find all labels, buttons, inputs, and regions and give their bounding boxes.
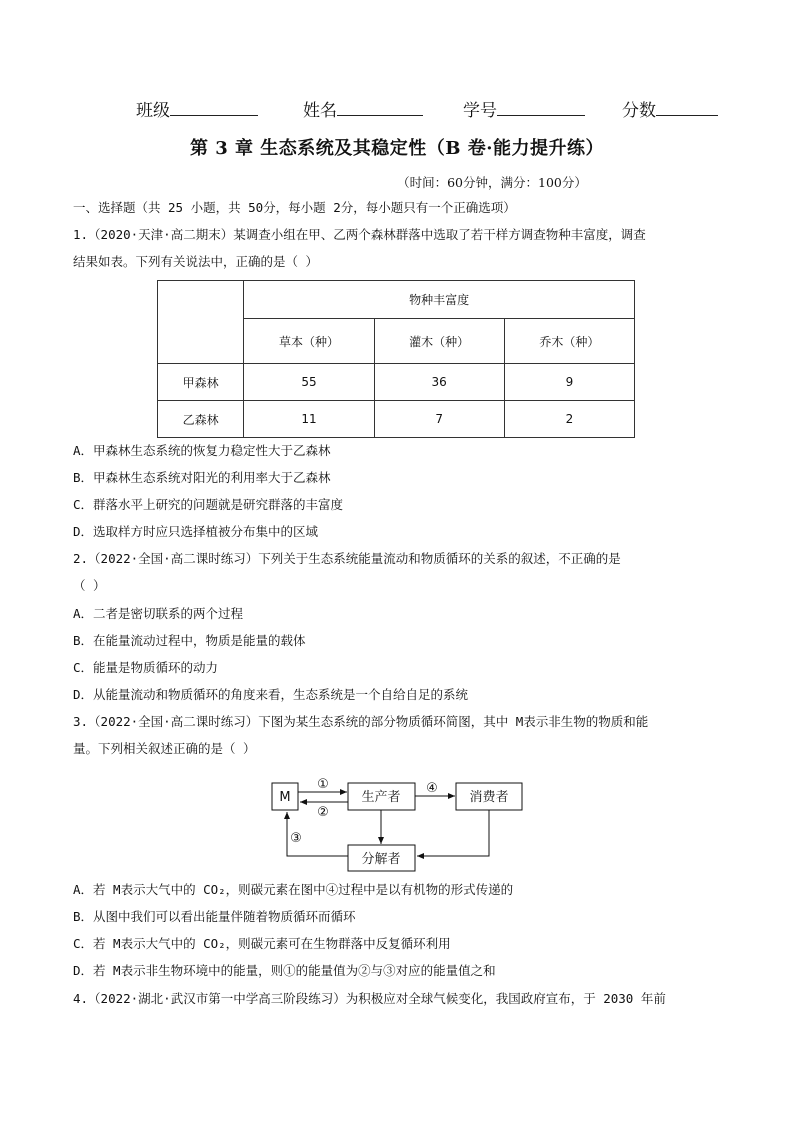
table-corner-cell (158, 281, 244, 364)
label-1: ① (317, 777, 329, 792)
m-label: M (279, 790, 291, 805)
decomposer-label: 分解者 (361, 852, 401, 867)
q2-option-d: D．从能量流动和物质循环的角度来看，生态系统是一个自给自足的系统 (73, 687, 469, 702)
class-blank[interactable] (170, 97, 258, 116)
row-label: 甲森林 (158, 364, 244, 401)
label-3: ③ (290, 831, 302, 846)
cell-value: 55 (244, 364, 374, 401)
time-and-score-note: （时间：60分钟，满分：100分） (397, 175, 587, 190)
cell-value: 11 (244, 401, 374, 438)
q2-option-c: C．能量是物质循环的动力 (73, 660, 219, 675)
student-id-field[interactable] (463, 96, 585, 121)
name-blank[interactable] (337, 97, 423, 116)
table-row (158, 364, 635, 401)
score-field[interactable] (622, 96, 718, 121)
q3-option-b: B．从图中我们可以看出能量伴随着物质循环而循环 (73, 909, 356, 924)
name-label: 姓名 (303, 101, 337, 121)
cell-value: 7 (374, 401, 504, 438)
producer-label: 生产者 (361, 790, 401, 805)
q1-option-a: A．甲森林生态系统的恢复力稳定性大于乙森林 (73, 443, 331, 458)
species-richness-table (157, 280, 635, 438)
name-field[interactable] (303, 96, 423, 121)
class-field[interactable] (136, 96, 258, 121)
cell-value: 36 (374, 364, 504, 401)
q3-option-d: D．若 M表示非生物环境中的能量，则①的能量值为②与③对应的能量值之和 (73, 963, 496, 978)
q2-option-a: A．二者是密切联系的两个过程 (73, 606, 244, 621)
label-4: ④ (426, 781, 438, 796)
page-title: 第 3 章 生态系统及其稳定性（B 卷·能力提升练） (189, 138, 605, 159)
q1-option-b: B．甲森林生态系统对阳光的利用率大于乙森林 (73, 470, 331, 485)
q3-stem-line1: 3.（2022·全国·高二课时练习）下图为某生态系统的部分物质循环简图，其中 M表示非生物的物质和能 (73, 714, 649, 729)
student-id-blank[interactable] (497, 97, 585, 116)
score-blank[interactable] (656, 97, 718, 116)
q2-stem-line2: （ ） (73, 578, 106, 593)
q1-option-c: C．群落水平上研究的问题就是研究群落的丰富度 (73, 497, 344, 512)
col-header-shrub: 灌木（种） (374, 319, 504, 364)
q1-option-d: D．选取样方时应只选择植被分布集中的区域 (73, 524, 319, 539)
col-header-herb: 草本（种） (244, 319, 374, 364)
class-label: 班级 (136, 101, 170, 121)
q3-option-a: A．若 M表示大气中的 CO₂，则碳元素在图中④过程中是以有机物的形式传递的 (73, 882, 514, 897)
arrow-consumer-decomposer (417, 810, 489, 856)
material-cycle-diagram (260, 775, 540, 875)
row-label: 乙森林 (158, 401, 244, 438)
label-2: ② (317, 805, 329, 820)
q3-option-c: C．若 M表示大气中的 CO₂，则碳元素可在生物群落中反复循环利用 (73, 936, 451, 951)
score-label: 分数 (622, 101, 656, 121)
student-id-label: 学号 (463, 101, 497, 121)
cell-value: 2 (504, 401, 634, 438)
col-header-tree: 乔木（种） (504, 319, 634, 364)
q1-stem-line2: 结果如表。下列有关说法中，正确的是（ ） (73, 254, 319, 269)
q2-option-b: B．在能量流动过程中，物质是能量的载体 (73, 633, 306, 648)
table-row (158, 401, 635, 438)
cell-value: 9 (504, 364, 634, 401)
q4-stem-line1: 4.（2022·湖北·武汉市第一中学高三阶段练习）为积极应对全球气候变化，我国政府宣布，于 2030 年前 (73, 991, 666, 1006)
q3-stem-line2: 量。下列相关叙述正确的是（ ） (73, 741, 256, 756)
q2-stem-line1: 2.（2022·全国·高二课时练习）下列关于生态系统能量流动和物质循环的关系的叙述，不正确的是 (73, 551, 621, 566)
consumer-label: 消费者 (469, 790, 509, 805)
q1-stem-line1: 1.（2020·天津·高二期末）某调查小组在甲、乙两个森林群落中选取了若干样方调查物种丰富度，调查 (73, 227, 646, 242)
section-heading: 一、选择题（共 25 小题，共 50分，每小题 2分，每小题只有一个正确选项） (73, 200, 516, 215)
table-group-header: 物种丰富度 (244, 281, 635, 319)
student-info-row (0, 96, 794, 122)
